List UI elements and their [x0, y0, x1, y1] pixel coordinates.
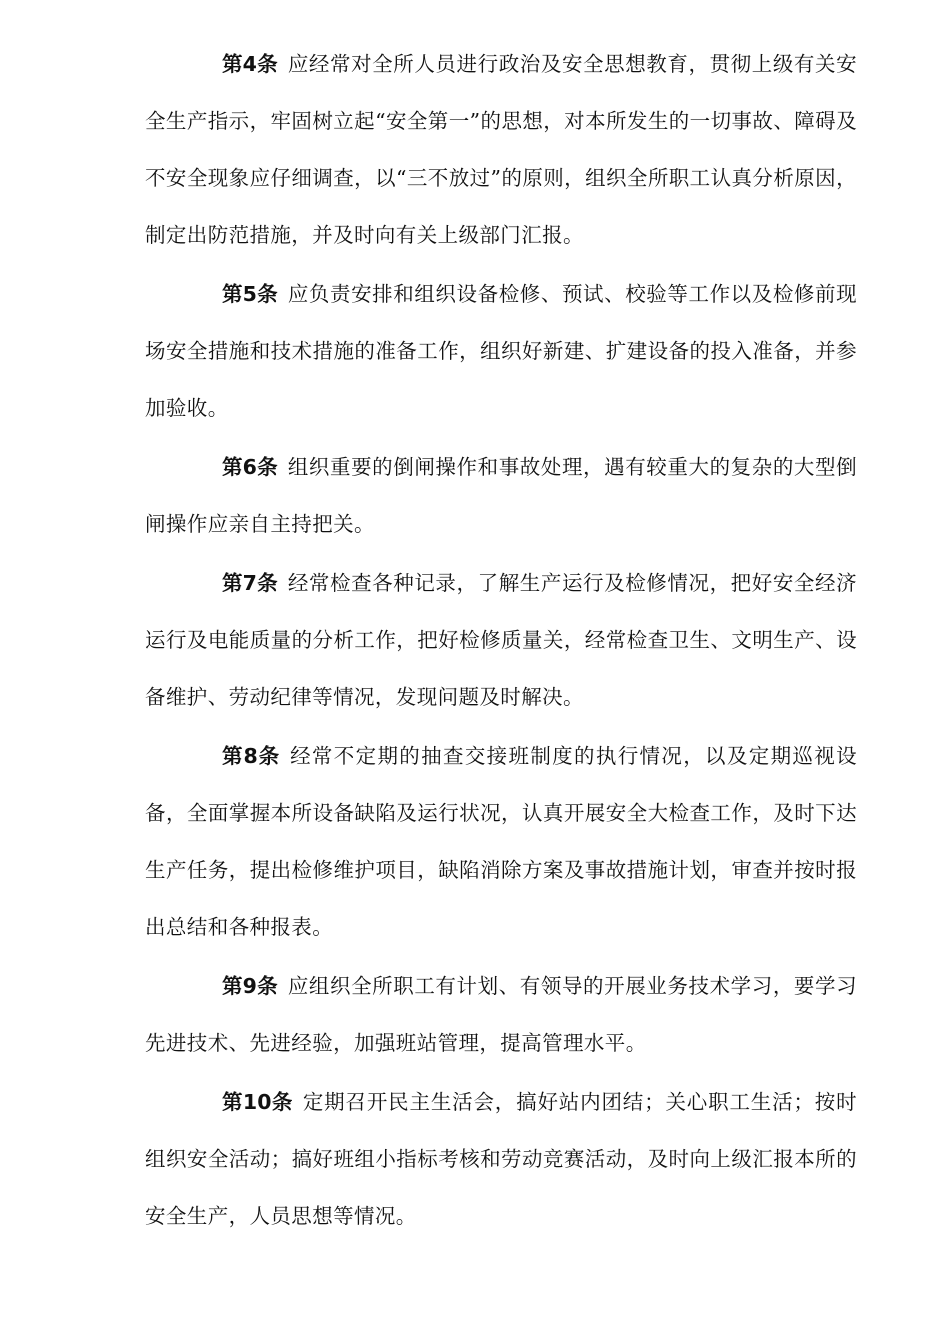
article-text: 定期召开民主生活会，搞好站内团结；关心职工生活；按时组织安全活动；搞好班组小指标考核和劳动竞赛活动，及时向上级汇报本所的安全生产，人员思想等情况。	[145, 1090, 857, 1228]
article-text: 组织重要的倒闸操作和事故处理，遇有较重大的复杂的大型倒闸操作应亲自主持把关。	[145, 455, 857, 536]
article-number: 第5条	[222, 282, 278, 306]
article-number: 第10条	[222, 1090, 293, 1114]
article-text: 经常检查各种记录，了解生产运行及检修情况，把好安全经济运行及电能质量的分析工作，把好检修质量关，经常检查卫生、文明生产、设备维护、劳动纪律等情况，发现问题及时解决。	[145, 571, 857, 709]
article-7	[145, 555, 857, 726]
article-text: 应组织全所职工有计划、有领导的开展业务技术学习，要学习先进技术、先进经验，加强班站管理，提高管理水平。	[145, 974, 857, 1055]
article-4	[145, 36, 857, 264]
article-number: 第8条	[222, 744, 281, 768]
article-text: 应负责安排和组织设备检修、预试、校验等工作以及检修前现场安全措施和技术措施的准备工作，组织好新建、扩建设备的投入准备，并参加验收。	[145, 282, 857, 420]
article-number: 第7条	[222, 571, 278, 595]
article-10	[145, 1074, 857, 1245]
article-9	[145, 958, 857, 1072]
article-5	[145, 266, 857, 437]
article-8	[145, 728, 857, 956]
article-text: 应经常对全所人员进行政治及安全思想教育，贯彻上级有关安全生产指示，牢固树立起“安全第一”的思想，对本所发生的一切事故、障碍及不安全现象应仔细调查，以“三不放过”的原则，组织全所职工认真分析原因，制定出防范措施，并及时向有关上级部门汇报。	[145, 52, 857, 247]
article-number: 第6条	[222, 455, 278, 479]
document-body	[145, 36, 857, 1247]
article-6	[145, 439, 857, 553]
article-number: 第9条	[222, 974, 278, 998]
article-number: 第4条	[222, 52, 278, 76]
article-text: 经常不定期的抽查交接班制度的执行情况，以及定期巡视设备，全面掌握本所设备缺陷及运行状况，认真开展安全大检查工作，及时下达生产任务，提出检修维护项目，缺陷消除方案及事故措施计划，审查并按时报出总结和各种报表。	[145, 744, 857, 939]
